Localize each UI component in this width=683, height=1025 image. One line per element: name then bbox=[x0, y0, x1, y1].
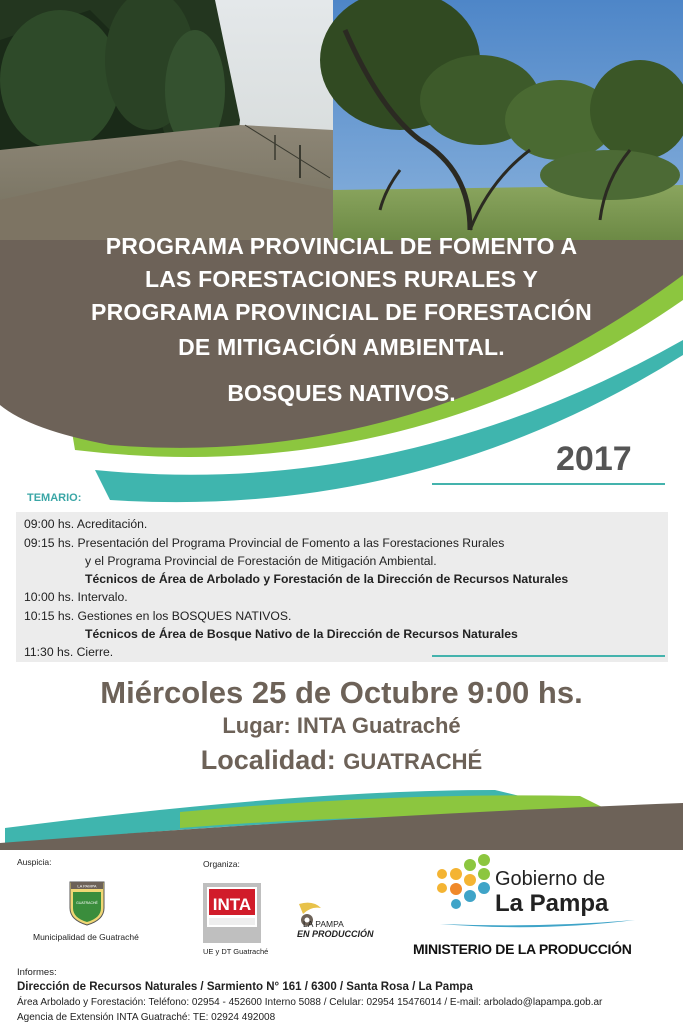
schedule-box bbox=[16, 512, 668, 662]
locality-value: GUATRACHÉ bbox=[343, 749, 483, 774]
informes-block bbox=[17, 965, 677, 1025]
schedule-item: y el Programa Provincial de Forestación de Mitigación Ambiental. bbox=[85, 554, 437, 568]
schedule-item: 09:00 hs. Acreditación. bbox=[24, 517, 148, 531]
footer-stripes bbox=[0, 785, 683, 850]
informes-line-3: Agencia de Extensión INTA Guatraché: TE: 02924 492008 bbox=[17, 1012, 276, 1023]
event-locality bbox=[0, 745, 683, 776]
inta-caption: UE y DT Guatraché bbox=[203, 947, 269, 956]
municipalidad-shield-logo bbox=[68, 880, 106, 926]
gobierno-dots-logo bbox=[432, 852, 494, 917]
gobierno-line2: La Pampa bbox=[495, 890, 609, 917]
event-place: Lugar: INTA Guatraché bbox=[222, 713, 461, 738]
informes-line-1: Dirección de Recursos Naturales / Sarmiento N° 161 / 6300 / Santa Rosa / La Pampa bbox=[17, 981, 473, 993]
shield-text: GUATRACHÉ bbox=[76, 901, 98, 905]
lapampa-produccion-line2: EN PRODUCCIÓN bbox=[297, 929, 374, 939]
lapampa-produccion-line1: LA PAMPA bbox=[303, 919, 344, 929]
schedule-speaker: Técnicos de Área de Bosque Nativo de la Dirección de Recursos Naturales bbox=[85, 627, 518, 641]
gobierno-line1: Gobierno de bbox=[495, 868, 606, 890]
event-date: Miércoles 25 de Octubre 9:00 hs. bbox=[100, 675, 583, 710]
title-line-2: LAS FORESTACIONES RURALES Y bbox=[144, 266, 539, 292]
informes-label: Informes: bbox=[17, 967, 57, 978]
year: 2017 bbox=[556, 440, 632, 478]
schedule-item: 10:00 hs. Intervalo. bbox=[24, 590, 128, 604]
shield-banner-text: LA PAMPA bbox=[77, 883, 97, 889]
inta-logo bbox=[203, 883, 261, 943]
inta-logo-text: INTA bbox=[212, 895, 252, 914]
schedule-speaker: Técnicos de Área de Arbolado y Forestación de la Dirección de Recursos Naturales bbox=[85, 572, 569, 586]
locality-label: Localidad: bbox=[200, 745, 336, 775]
ministerio-label: MINISTERIO DE LA PRODUCCIÓN bbox=[413, 941, 632, 957]
schedule-item: 11:30 hs. Cierre. bbox=[24, 645, 114, 659]
organiza-label: Organiza: bbox=[203, 859, 240, 869]
gobierno-swoosh bbox=[440, 918, 635, 930]
title-line-3: PROGRAMA PROVINCIAL DE FORESTACIÓN bbox=[91, 299, 592, 325]
schedule-rule bbox=[432, 655, 665, 657]
schedule-item: 09:15 hs. Presentación del Programa Provincial de Fomento a las Forestaciones Rurales bbox=[24, 536, 505, 550]
auspicia-label: Auspicia: bbox=[17, 857, 52, 867]
schedule-item: 10:15 hs. Gestiones en los BOSQUES NATIVOS. bbox=[24, 609, 292, 623]
informes-line-2: Área Arbolado y Forestación: Teléfono: 02954 - 452600 Interno 5088 / Celular: 02954 15476014 / E-mail: arbolado@lapampa.gob.ar bbox=[17, 997, 603, 1008]
municipalidad-caption: Municipalidad de Guatraché bbox=[33, 932, 139, 942]
title-line-1: PROGRAMA PROVINCIAL DE FOMENTO A bbox=[105, 233, 578, 259]
subtitle: BOSQUES NATIVOS. bbox=[227, 380, 456, 406]
year-rule bbox=[432, 483, 665, 485]
temario-label: TEMARIO: bbox=[27, 492, 82, 504]
title-line-4: DE MITIGACIÓN AMBIENTAL. bbox=[178, 334, 505, 360]
